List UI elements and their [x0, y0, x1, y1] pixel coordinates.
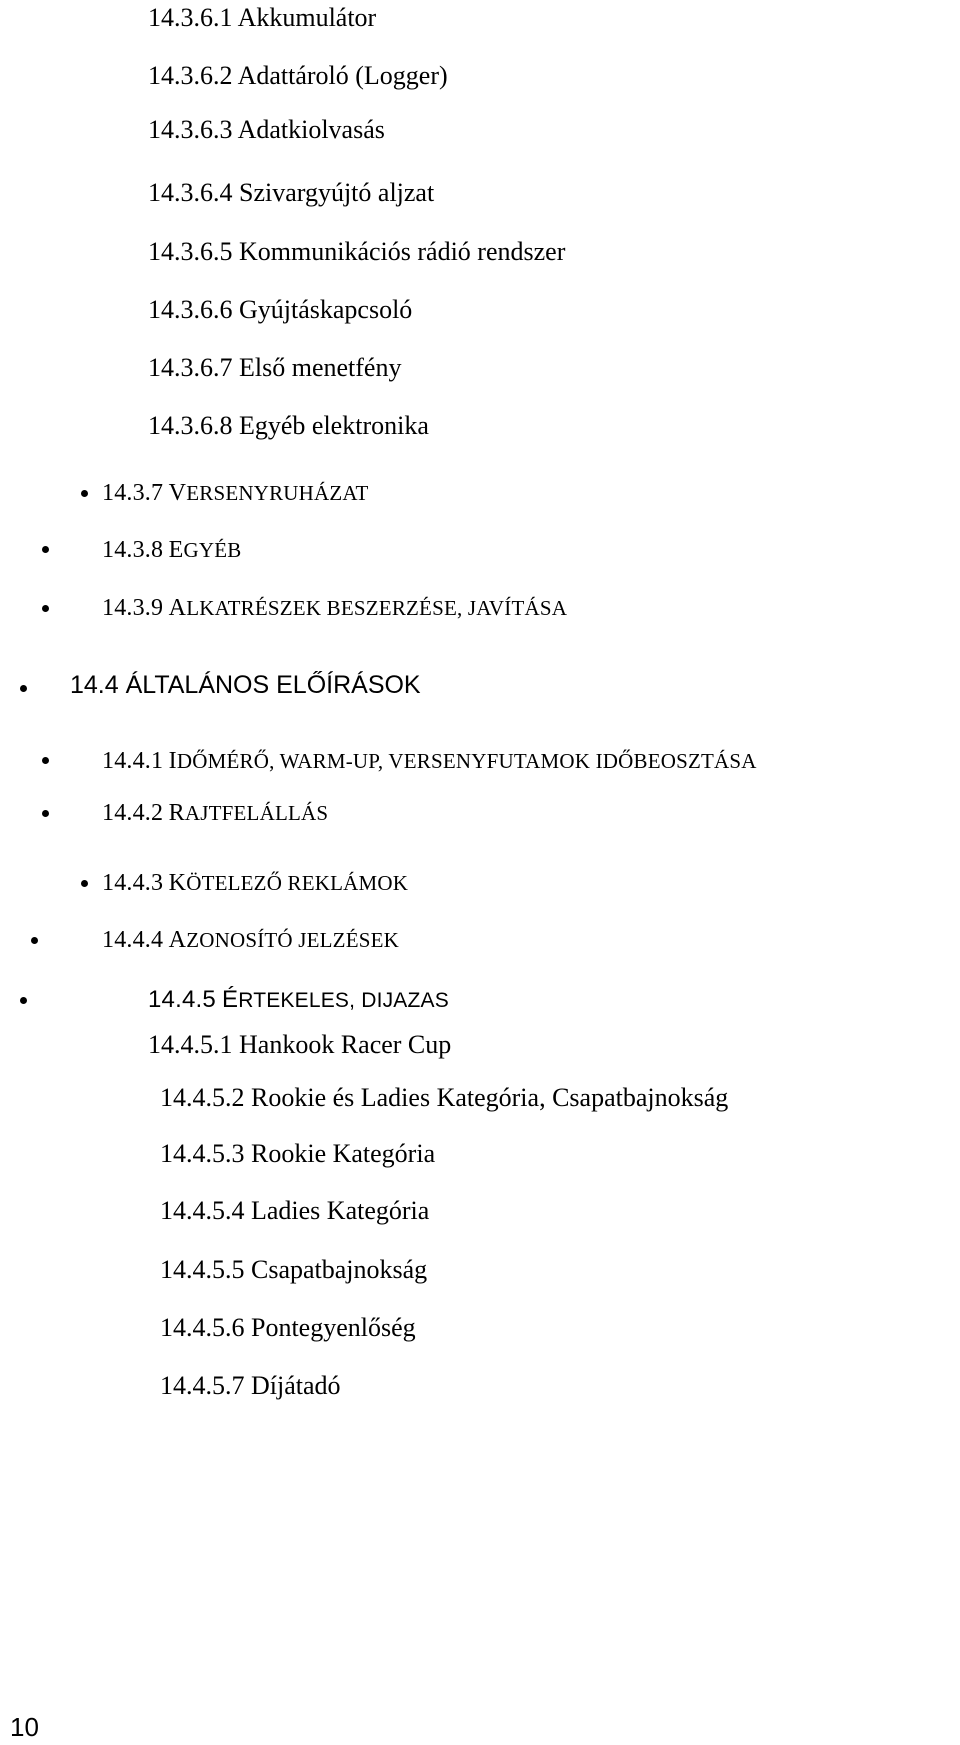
toc-entry-14-3-6-3: 14.3.6.3 Adatkiolvasás [148, 115, 385, 144]
bullet-icon [20, 997, 27, 1004]
toc-entry-14-4: 14.4 ÁLTALÁNOS ELŐÍRÁSOK [70, 671, 421, 699]
toc-entry-14-3-6-2: 14.3.6.2 Adattároló (Logger) [148, 61, 448, 90]
bullet-icon [31, 937, 38, 944]
bullet-icon [81, 880, 88, 887]
section-number: 14.4.3 [102, 870, 164, 896]
section-number: 14.4.2 [102, 800, 164, 826]
section-number: 14.3.7 [102, 480, 164, 506]
toc-entry-14-4-5-3: 14.4.5.3 Rookie Kategória [160, 1139, 436, 1168]
page-number: 10 [10, 1712, 39, 1742]
toc-entry-14-3-8 [102, 534, 242, 566]
section-title-initial: A [168, 595, 187, 621]
toc-entry-14-3-6-1: 14.3.6.1 Akkumulátor [148, 3, 377, 32]
toc-entry-14-3-6-5: 14.3.6.5 Kommunikációs rádió rendszer [148, 237, 566, 266]
section-number: 14.4.4 [102, 927, 164, 953]
bullet-icon [20, 685, 27, 692]
bullet-icon [42, 757, 49, 764]
section-title-rest: LKATRÉSZEK BESZERZÉSE, JAVÍTÁSA [186, 596, 568, 620]
section-title-rest: ERSENYRUHÁZAT [186, 481, 369, 505]
toc-entry-14-4-5 [148, 984, 449, 1017]
section-title-initial: V [168, 480, 187, 506]
toc-entry-14-4-5-5: 14.4.5.5 Csapatbajnokság [160, 1255, 428, 1284]
section-title-rest: AJTFELÁLLÁS [184, 801, 329, 825]
toc-entry-14-4-4 [102, 924, 399, 956]
section-title-rest: GYÉB [183, 538, 242, 562]
section-title-initial: K [168, 870, 187, 896]
toc-entry-14-4-2 [102, 797, 328, 829]
toc-entry-14-3-9 [102, 592, 567, 624]
toc-entry-14-4-3 [102, 867, 408, 899]
section-number: 14.3.9 [102, 595, 164, 621]
toc-entry-14-3-6-7: 14.3.6.7 Első menetfény [148, 353, 402, 382]
bullet-icon [42, 546, 49, 553]
section-number: 14.3.8 [102, 537, 164, 563]
toc-entry-14-4-5-7: 14.4.5.7 Díjátadó [160, 1371, 341, 1400]
toc-entry-14-4-5-1: 14.4.5.1 Hankook Racer Cup [148, 1030, 452, 1059]
section-title-initial: E [168, 537, 184, 563]
toc-entry-14-4-5-4: 14.4.5.4 Ladies Kategória [160, 1196, 430, 1225]
section-title-initial: I [168, 748, 177, 774]
section-title-rest: ZONOSÍTÓ JELZÉSEK [186, 928, 399, 952]
toc-entry-14-4-5-6: 14.4.5.6 Pontegyenlőség [160, 1313, 416, 1342]
bullet-icon [42, 605, 49, 612]
section-title-rest: RTEKELES, DIJAZAS [238, 989, 449, 1012]
section-title-initial: A [168, 927, 187, 953]
section-number: 14.4.5 [148, 986, 216, 1013]
toc-entry-14-4-5-2: 14.4.5.2 Rookie és Ladies Kategória, Csapatbajnokság [160, 1083, 729, 1112]
section-number: 14.4.1 [102, 748, 164, 774]
section-title-rest: DŐMÉRŐ, WARM-UP, VERSENYFUTAMOK IDŐBEOSZTÁSA [176, 749, 757, 773]
section-title-rest: ÖTELEZŐ REKLÁMOK [186, 871, 409, 895]
bullet-icon [81, 490, 88, 497]
toc-entry-14-3-6-6: 14.3.6.6 Gyújtáskapcsoló [148, 295, 413, 324]
toc-entry-14-3-6-4: 14.3.6.4 Szivargyújtó aljzat [148, 178, 435, 207]
toc-entry-14-4-1 [102, 745, 757, 777]
bullet-icon [42, 810, 49, 817]
toc-entry-14-3-7 [102, 477, 368, 509]
toc-entry-14-3-6-8: 14.3.6.8 Egyéb elektronika [148, 411, 429, 440]
section-title-initial: É [221, 986, 239, 1013]
section-title-initial: R [168, 800, 185, 826]
